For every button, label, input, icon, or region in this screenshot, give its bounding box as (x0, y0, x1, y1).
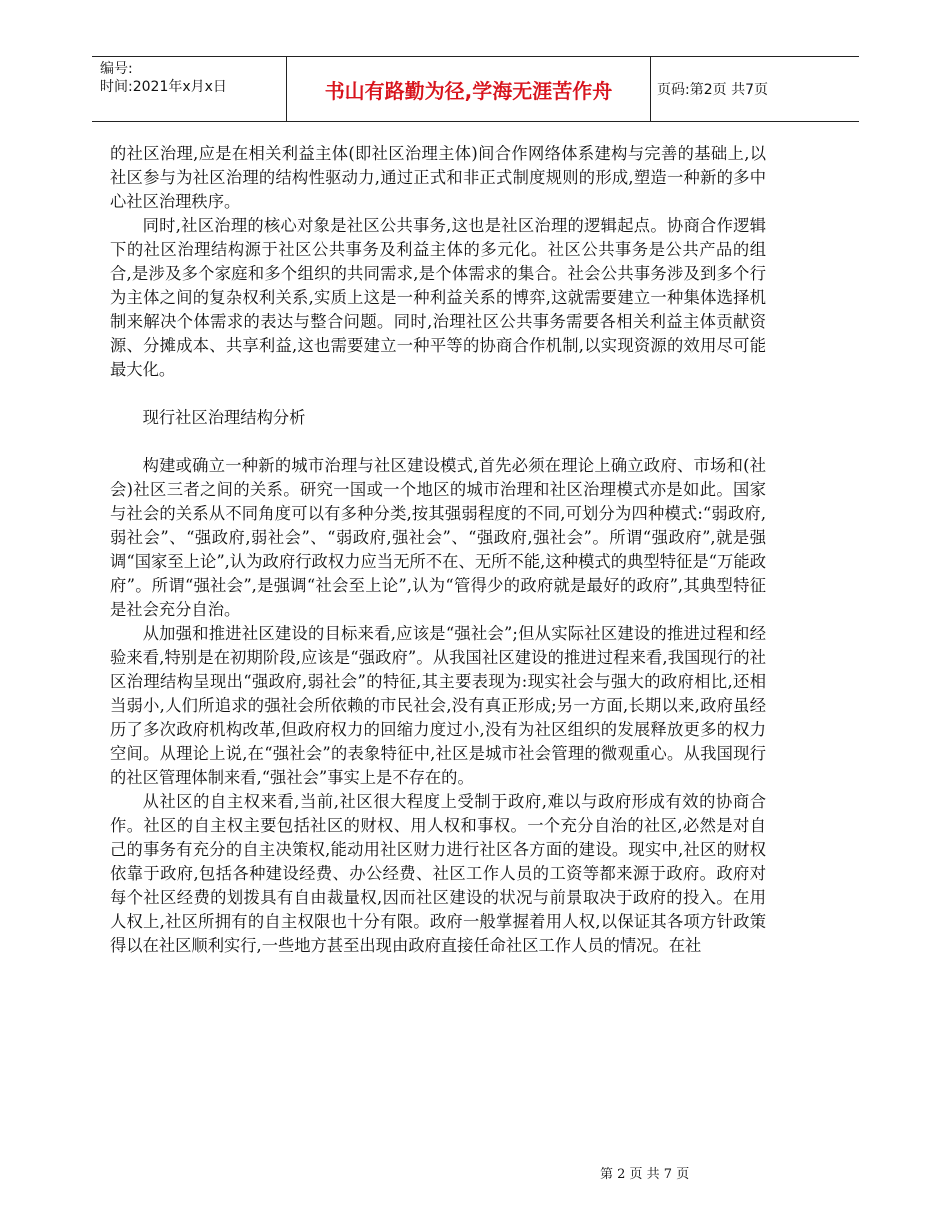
section-heading: 现行社区治理结构分析 (142, 408, 306, 427)
body-paragraph-1: 的社区治理,应是在相关利益主体(即社区治理主体)间合作网络体系建构与完善的基础上,以社区参与为社区治理的结构性驱动力,通过正式和非正式制度规则的形成,塑造一种新的多中心社区治理秩序。 (110, 144, 766, 211)
body-paragraph-4: 从加强和推进社区建设的目标来看,应该是“强社会”;但从实际社区建设的推进过程和经验来看,特别是在初期阶段,应该是“强政府”。从我国社区建设的推进过程来看,我国现行的社区治理结构呈现出“强政府,弱社会”的特征,其主要表现为:现实社会与强大的政府相比,还相当弱小,人们所追求的强社会所依赖的市民社会,没有真正形成;另一方面,长期以来,政府虽经历了多次政府机构改革,但政府权力的回缩力度过小,没有为社区组织的发展释放更多的权力空间。从理论上说,在“强社会”的表象特征中,社区是城市社会管理的微观重心。从我国现行的社区管理体制来看,“强社会”事实上是不存在的。 (110, 624, 766, 787)
document-number-label: 编号: (100, 61, 133, 77)
body-paragraph-2: 同时,社区治理的核心对象是社区公共事务,这也是社区治理的逻辑起点。协商合作逻辑下的社区治理结构源于社区公共事务及利益主体的多元化。社区公共事务是公共产品的组合,是涉及多个家庭和多个组织的共同需求,是个体需求的集合。社会公共事务涉及到多个行为主体之间的复杂权利关系,实质上这是一种利益关系的博弈,这就需要建立一种集体选择机制来解决个体需求的表达与整合问题。同时,治理社区公共事务需要各相关利益主体贡献资源、分摊成本、共享利益,这也需要建立一种平等的协商合作机制,以实现资源的效用尽可能最大化。 (110, 216, 766, 379)
paragraph-gap (110, 430, 766, 454)
header-page-label: 页码:第2页 共7页 (657, 82, 768, 98)
paragraph-gap (110, 382, 766, 406)
document-body (110, 142, 766, 958)
header-motto: 书山有路勤为径,学海无涯苦作舟 (286, 57, 651, 121)
page-header (92, 56, 859, 122)
header-meta (92, 57, 286, 121)
body-paragraph-5: 从社区的自主权来看,当前,社区很大程度上受制于政府,难以与政府形成有效的协商合作。社区的自主权主要包括社区的财权、用人权和事权。一个充分自治的社区,必然是对自己的事务有充分的自主决策权,能动用社区财力进行社区各方面的建设。现实中,社区的财权依靠于政府,包括各种建设经费、办公经费、社区工作人员的工资等都来源于政府。政府对每个社区经费的划拨具有自由裁量权,因而社区建设的状况与前景取决于政府的投入。在用人权上,社区所拥有的自主权限也十分有限。政府一般掌握着用人权,以保证其各项方针政策得以在社区顺利实行,一些地方甚至出现由政府直接任命社区工作人员的情况。在社 (110, 792, 766, 955)
footer-page-number: 第 2 页 共 7 页 (600, 1167, 690, 1182)
page-footer (0, 1163, 950, 1183)
document-time-label: 时间:2021年x月x日 (100, 79, 227, 95)
body-paragraph-3: 构建或确立一种新的城市治理与社区建设模式,首先必须在理论上确立政府、市场和(社会)社区三者之间的关系。研究一国或一个地区的城市治理和社区治理模式亦是如此。国家与社会的关系从不同角度可以有多种分类,按其强弱程度的不同,可划分为四种模式:“弱政府,弱社会”、“强政府,弱社会”、“弱政府,强社会”、“强政府,强社会”。所谓“强政府”,就是强调“国家至上论”,认为政府行政权力应当无所不在、无所不能,这种模式的典型特征是“万能政府”。所谓“强社会”,是强调“社会至上论”,认为“管得少的政府就是最好的政府”,其典型特征是社会充分自治。 (110, 456, 766, 619)
